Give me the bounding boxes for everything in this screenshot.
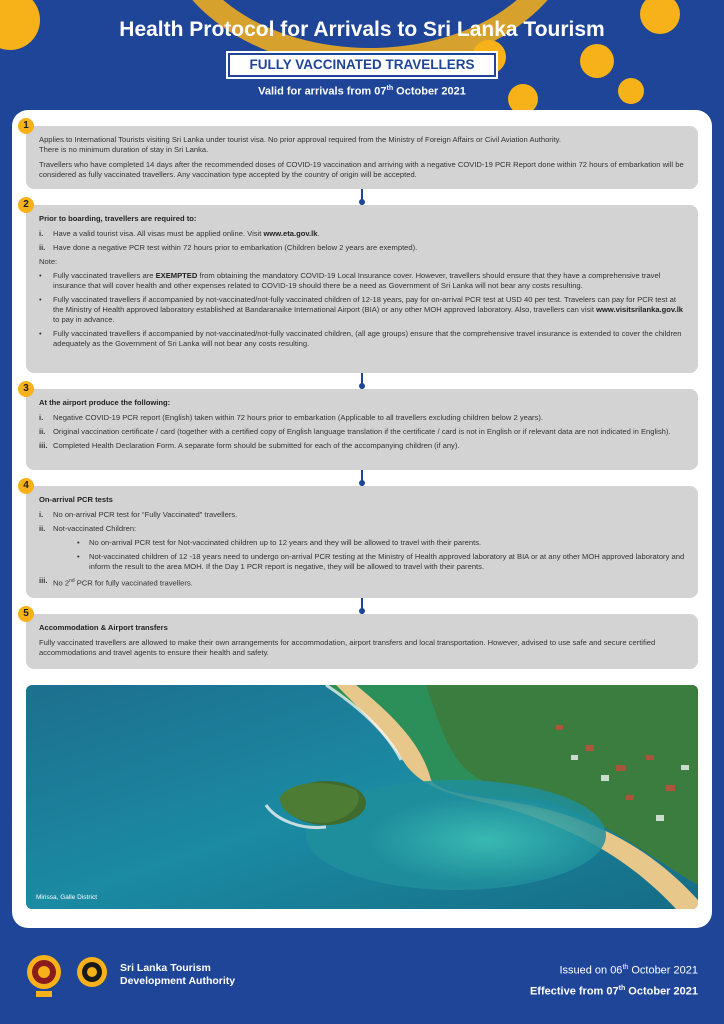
validity-suffix: October 2021: [393, 85, 466, 98]
section-number-badge: 1: [18, 118, 34, 134]
connector-dot: [359, 608, 365, 614]
organization-name: Sri Lanka Tourism Development Authority: [120, 962, 236, 987]
list-item: • Not-vaccinated children of 12 -18 years need to undergo on-arrival PCR testing at the Ministry of Health approved laboratory at BIA or at any other MOH approved laboratory and inform the result to the area MOH. If the Day 1 PCR report is negative, they will be allowed to travel with their parents.: [77, 552, 685, 571]
effective-from: Effective from 07th October 2021: [529, 984, 698, 998]
section-accommodation: [26, 614, 698, 669]
list-item: iii. No 2nd PCR for fully vaccinated travellers.: [39, 576, 193, 588]
list-item: • No on-arrival PCR test for Not-vaccinated children up to 12 years and they will be allowed to travel with their parents.: [77, 538, 482, 547]
list-item: i. Have a valid tourist visa. All visas must be applied online. Visit www.eta.gov.lk.: [39, 229, 320, 238]
coastline-photo: [26, 685, 698, 909]
list-item: • Fully vaccinated travellers are EXEMPTED from obtaining the mandatory COVID-19 Local Insurance cover. However, travellers should ensure that they have a comprehensive travel insurance that will cover health and other expenses related to COVID-19 should there be a need as Government of Sri Lanka will not bear any costs resulting.: [39, 271, 661, 290]
section-heading: Accommodation & Airport transfers: [39, 623, 168, 632]
issue-dates: [530, 959, 698, 1000]
list-item: ii. Not-vaccinated Children:: [39, 524, 137, 533]
sltda-logo-icon: [77, 957, 107, 987]
page-subtitle: FULLY VACCINATED TRAVELLERS: [228, 53, 496, 77]
photo-caption: Mirissa, Galle District: [36, 894, 98, 901]
section-heading: Prior to boarding, travellers are required to:: [39, 214, 197, 223]
section-number-badge: 2: [18, 197, 34, 213]
section-paragraph: Travellers who have completed 14 days after the recommended doses of COVID-19 vaccination and arriving with a negative COVID-19 PCR Report done within 72 hours of embarkation will be considered as fully vaccinated travellers. Any vaccination type accepted by the country of origin will be accepted.: [39, 160, 684, 179]
page-title: Health Protocol for Arrivals to Sri Lanka Tourism: [119, 18, 605, 41]
section-eligibility: [26, 126, 698, 189]
section-prior-to-boarding: [26, 205, 698, 373]
footer-emblems: [26, 948, 112, 1004]
section-heading: On-arrival PCR tests: [39, 495, 113, 504]
list-item: i. Negative COVID-19 PCR report (English) taken within 72 hours prior to embarkation (Applicable to all travellers excluding children below 2 years).: [39, 413, 544, 422]
list-item: iii. Completed Health Declaration Form. A separate form should be submitted for each of the accompanying children (if any).: [39, 441, 460, 450]
section-on-arrival-pcr: [26, 486, 698, 598]
section-at-airport: [26, 389, 698, 470]
list-item: ii. Original vaccination certificate / card (together with a certified copy of English language translation if the certificate / card is not in English or if relevant data are not indicated in English).: [39, 427, 671, 436]
validity-note: [0, 85, 724, 98]
section-paragraph: Applies to International Tourists visiting Sri Lanka under tourist visa. No prior approval required from the Ministry of Foreign Affairs or Civil Aviation Authority. There is no minimum duration of stay in Sri Lanka.: [39, 135, 561, 154]
section-paragraph: Fully vaccinated travellers are allowed to make their own arrangements for accommodation, airport transfers and local transportation. However, advised to use safe and secure certified accommodations and travel agents to ensure their health and safety.: [39, 638, 656, 657]
issued-on: Issued on 06th October 2021: [559, 964, 698, 977]
connector-dot: [359, 480, 365, 486]
list-item: i. No on-arrival PCR test for “Fully Vaccinated” travellers.: [39, 510, 238, 519]
coastline-illustration: [26, 685, 698, 909]
list-item: ii. Have done a negative PCR test within 72 hours prior to embarkation (Children below 2 years are exempted).: [39, 243, 418, 252]
section-heading: At the airport produce the following:: [39, 398, 171, 407]
note-label: Note:: [39, 257, 58, 266]
validity-sup: th: [386, 85, 394, 92]
section-number-badge: 3: [18, 381, 34, 397]
section-number-badge: 4: [18, 478, 34, 494]
connector-dot: [359, 383, 365, 389]
visitsrilanka-link[interactable]: www.visitsrilanka.gov.lk: [596, 305, 684, 314]
connector-dot: [359, 199, 365, 205]
sri-lanka-emblem-icon: [27, 955, 61, 997]
list-item: • Fully vaccinated travellers if accompanied by not-vaccinated/not-fully vaccinated children, (all age groups) ensure that the comprehensive travel insurance is extended to cover the children adequately as the Government of Sri Lanka will not bear any costs resulting.: [39, 329, 682, 348]
section-number-badge: 5: [18, 606, 34, 622]
eta-link[interactable]: www.eta.gov.lk: [263, 229, 318, 238]
list-item: • Fully vaccinated travellers if accompanied by not-vaccinated/not-fully vaccinated children of 12-18 years, pay for on-arrival PCR test at USD 40 per test. Travelers can pay for PCR test at the Ministry of Health approved laboratory established at Bandaranaike International Airport (BIA) or any other MOH approved laboratory. Also, travellers can visit www.visitsrilanka.gov.lk to pay in advance.: [39, 295, 684, 324]
header-circle-decoration: [580, 44, 614, 78]
validity-prefix: Valid for arrivals from 07: [258, 85, 387, 98]
